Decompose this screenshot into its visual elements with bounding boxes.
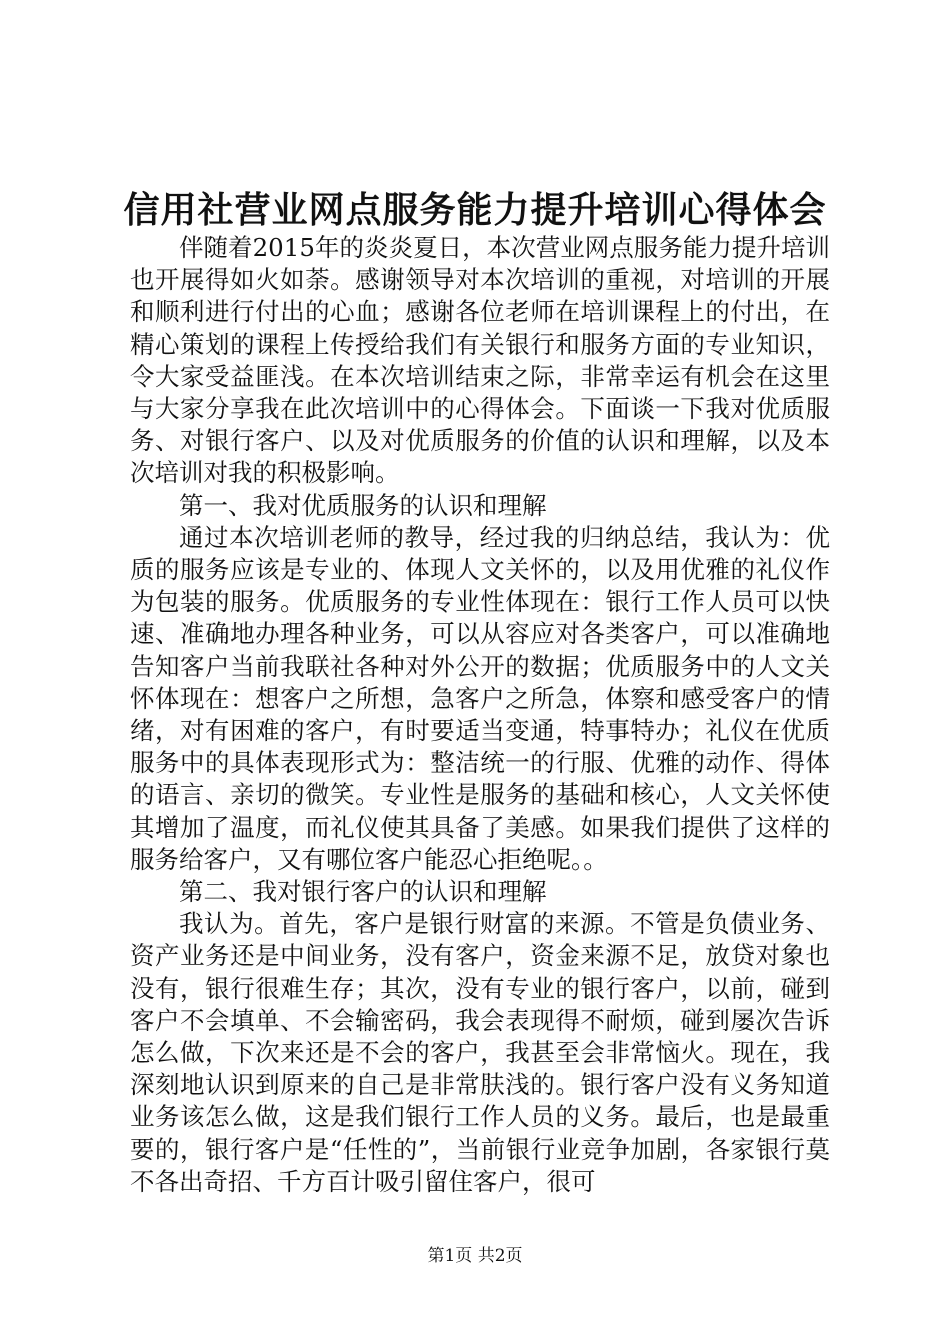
section-heading-2: 第二、我对银行客户的认识和理解 — [179, 877, 547, 907]
paragraph-intro: 伴随着2015年的炎炎夏日，本次营业网点服务能力提升培训也开展得如火如荼。感谢领导对本次培训的重视，对培训的开展和顺利进行付出的心血；感谢各位老师在培训课程上的付出，在精心策划的课程上传授给我们有关银行和服务方面的专业知识，令大家受益匪浅。在本次培训结束之际，非常幸运有机会在这里与大家分享我在此次培训中的心得体会。下面谈一下我对优质服务、对银行客户、以及对优质服务的价值的认识和理解，以及本次培训对我的积极影响。 — [130, 233, 830, 488]
paragraph-section-1: 通过本次培训老师的教导，经过我的归纳总结，我认为：优质的服务应该是专业的、体现人文关怀的，以及用优雅的礼仪作为包装的服务。优质服务的专业性体现在：银行工作人员可以快速、准确地办理各种业务，可以从容应对各类客户，可以准确地告知客户当前我联社各种对外公开的数据；优质服务中的人文关怀体现在：想客户之所想，急客户之所急，体察和感受客户的情绪，对有困难的客户，有时要适当变通，特事特办；礼仪在优质服务中的具体表现形式为：整洁统一的行服、优雅的动作、得体的语言、亲切的微笑。专业性是服务的基础和核心，人文关怀使其增加了温度，而礼仪使其具备了美感。如果我们提供了这样的服务给客户，又有哪位客户能忍心拒绝呢。。 — [130, 522, 830, 874]
page-title: 信用社营业网点服务能力提升培训心得体会 — [123, 189, 827, 231]
section-heading-1: 第一、我对优质服务的认识和理解 — [179, 490, 547, 520]
document-body — [130, 232, 830, 1198]
page-footer: 第1页 共2页 — [427, 1246, 523, 1266]
paragraph-section-2: 我认为。首先，客户是银行财富的来源。不管是负债业务、资产业务还是中间业务，没有客户，资金来源不足，放贷对象也没有，银行很难生存；其次，没有专业的银行客户，以前，碰到客户不会填单、不会输密码，我会表现得不耐烦，碰到屡次告诉怎么做，下次来还是不会的客户，我甚至会非常恼火。现在，我深刻地认识到原来的自己是非常肤浅的。银行客户没有义务知道业务该怎么做，这是我们银行工作人员的义务。最后，也是最重要的，银行客户是“任性的”，当前银行业竞争加剧，各家银行莫不各出奇招、千方百计吸引留住客户，很可 — [130, 909, 830, 1196]
